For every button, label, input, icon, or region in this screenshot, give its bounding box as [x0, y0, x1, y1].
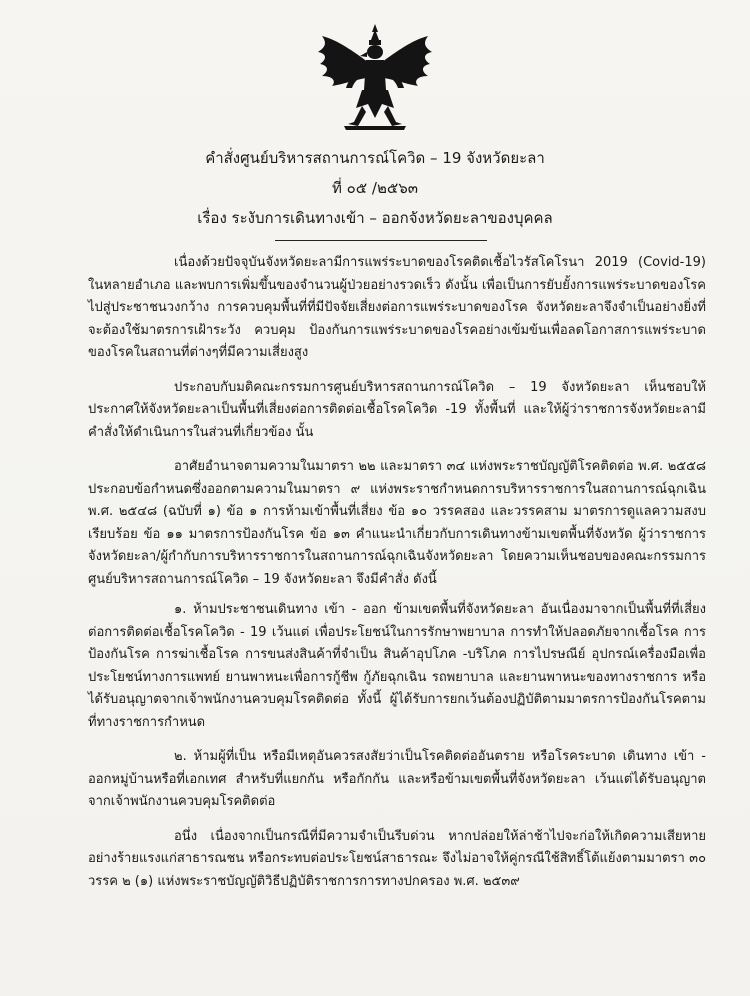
order-title: คำสั่งศูนย์บริหารสถานการณ์โควิด – 19 จังหวัดยะลา [205, 149, 545, 167]
paragraph-committee-resolution: ประกอบกับมติคณะกรรมการศูนย์บริหารสถานการณ์โควิด – 19 จังหวัดยะลา เห็นชอบให้ประกาศให้จังหวัดยะลาเป็นพื้นที่เสี่ยงต่อการติดต่อเชื้อโรคโควิด -19 ทั้งพื้นที่ และให้ผู้ว่าราชการจังหวัดยะลามีคำสั่งให้ดำเนินการในส่วนที่เกี่ยวข้อง นั้น [88, 379, 706, 440]
heading-divider [275, 240, 487, 241]
paragraph-legal-authority: อาศัยอำนาจตามความในมาตรา ๒๒ และมาตรา ๓๔ แห่งพระราชบัญญัติโรคติดต่อ พ.ศ. ๒๕๕๘ ประกอบข้อกำหนดซึ่งออกตามความในมาตรา ๙ แห่งพระราชกำหนดการบริหารราชการในสถานการณ์ฉุกเฉิน พ.ศ. ๒๕๔๘ (ฉบับที่ ๑) ข้อ ๑ การห้ามเข้าพื้นที่เสี่ยง ข้อ ๑๐ วรรคสอง และวรรคสาม มาตรการดูแลความสงบเรียบร้อย ข้อ ๑๑ มาตรการป้องกันโรค ข้อ ๑๓ คำแนะนำเกี่ยวกับการเดินทางข้ามเขตพื้นที่จังหวัด ผู้ว่าราชการจังหวัดยะลา/ผู้กำกับการบริหารราชการในสถานการณ์ฉุกเฉินจังหวัดยะลา โดยความเห็นชอบของคณะกรรมการศูนย์บริหารสถานการณ์โควิด – 19 จังหวัดยะลา จึงมีคำสั่ง ดังนี้ [88, 459, 706, 587]
order-number: ที่ ๐๕ /๒๕๖๓ [331, 179, 418, 197]
paragraph-order-item-1: ๑. ห้ามประชาชนเดินทาง เข้า - ออก ข้ามเขตพื้นที่จังหวัดยะลา อันเนื่องมาจากเป็นพื้นที่ที่เสี่ยงต่อการติดต่อเชื้อโรคโควิด - 19 เว้นแต่ เพื่อประโยชน์ในการรักษาพยาบาล การทำให้ปลอดภัยจากเชื้อโรค การป้องกันโรค การฆ่าเชื้อโรค การขนส่งสินค้าที่จำเป็น สินค้าอุปโภค -บริโภค การไปรษณีย์ อุปกรณ์เครื่องมือเพื่อประโยชน์ทางการแพทย์ ยานพาหนะเพื่อการกู้ชีพ กู้ภัยฉุกเฉิน รถพยาบาล และยานพาหนะของทางราชการ หรือได้รับอนุญาตจากเจ้าพนักงานควบคุมโรคติดต่อ ทั้งนี้ ผู้ได้รับการยกเว้นต้องปฏิบัติตามมาตรการป้องกันโรคตามที่ทางราชการกำหนด [88, 602, 706, 730]
paragraph-urgency-note: อนึ่ง เนื่องจากเป็นกรณีที่มีความจำเป็นรีบด่วน หากปล่อยให้ล่าช้าไปจะก่อให้เกิดความเสียหายอย่างร้ายแรงแก่สาธารณชน หรือกระทบต่อประโยชน์สาธารณะ จึงไม่อาจให้คู่กรณีใช้สิทธิ์โต้แย้งตามมาตรา ๓๐ วรรค ๒ (๑) แห่งพระราชบัญญัติวิธีปฏิบัติราชการการทางปกครอง พ.ศ. ๒๕๓๙ [88, 828, 706, 889]
document-body [88, 252, 706, 905]
paragraph-order-item-2: ๒. ห้ามผู้ที่เป็น หรือมีเหตุอันควรสงสัยว่าเป็นโรคติดต่ออันตราย หรือโรคระบาด เดินทาง เข้า - ออกหมู่บ้านหรือที่เอกเทศ สำหรับที่แยกกัน หรือกักกัน และหรือข้ามเขตพื้นที่จังหวัดยะลา เว้นแต่ได้รับอนุญาตจากเจ้าพนักงานควบคุมโรคติดต่อ [88, 749, 706, 809]
garuda-emblem-icon [314, 22, 436, 132]
paragraph-background: เนื่องด้วยปัจจุบันจังหวัดยะลามีการแพร่ระบาดของโรคติดเชื้อไวรัสโคโรนา 2019 (Covid-19) ในหลายอำเภอ และพบการเพิ่มขึ้นของจำนวนผู้ป่วยอย่างรวดเร็ว ดังนั้น เพื่อเป็นการยับยั้งการแพร่ระบาดของโรคไปสู่ประชาชนวงกว้าง การควบคุมพื้นที่ที่มีปัจจัยเสี่ยงต่อการแพร่ระบาดของโรค จังหวัดยะลาจึงจำเป็นอย่างยิ่งที่จะต้องใช้มาตรการเฝ้าระวัง ควบคุม ป้องกันการแพร่ระบาดของโรคอย่างเข้มข้นเพื่อลดโอกาสการแพร่ระบาดของโรคในสถานที่ต่างๆที่มีความเสี่ยงสูง [88, 255, 706, 360]
order-subject: เรื่อง ระงับการเดินทางเข้า – ออกจังหวัดยะลาของบุคคล [197, 209, 553, 227]
